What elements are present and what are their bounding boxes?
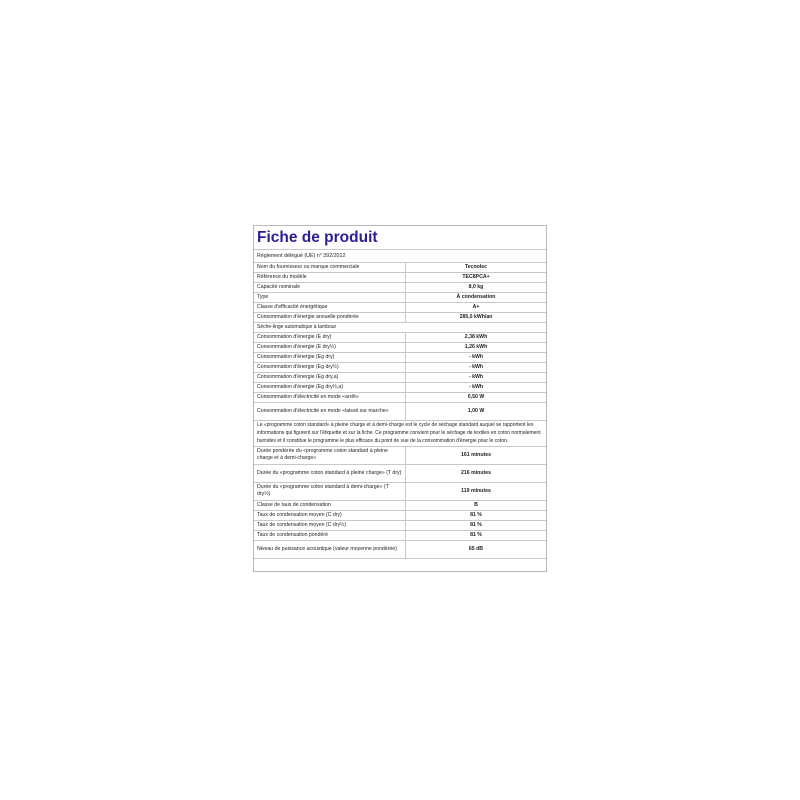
row-label: Durée pondérée du «programme coton standard à pleine charge et à demi-charge» [254, 446, 406, 464]
row-value: B [406, 500, 547, 510]
row-value: 8,0 kg [406, 283, 547, 293]
table-row [254, 293, 546, 303]
row-label: Taux de condensation moyen (C dry) [254, 510, 406, 520]
table-row [254, 403, 546, 421]
table-row [254, 363, 546, 373]
row-value: À condensation [406, 293, 547, 303]
table-row [254, 263, 546, 273]
row-label: Nom du fournisseur ou marque commerciale [254, 263, 406, 273]
table-row [254, 530, 546, 540]
row-value: 161 minutes [406, 446, 547, 464]
table-row [254, 500, 546, 510]
row-value: 1,00 W [406, 403, 547, 421]
row-value: TEC8PCA+ [406, 273, 547, 283]
row-value: 2,38 kWh [406, 333, 547, 343]
row-label: Consommation d'énergie (Eg dry) [254, 353, 406, 363]
row-label: Consommation d'énergie (E dry½) [254, 343, 406, 353]
table-row [254, 333, 546, 343]
row-label: Classe d'efficacité énergétique [254, 303, 406, 313]
row-label: Consommation d'électricité en mode «laissé sur marche» [254, 403, 406, 421]
row-label: Durée du «programme coton standard à pleine charge» (T dry) [254, 464, 406, 482]
table-row [254, 313, 546, 323]
row-value: 1,26 kWh [406, 343, 547, 353]
row-label: Référence du modèle [254, 273, 406, 283]
table-row [254, 446, 546, 464]
table-row [254, 540, 546, 558]
table-row [254, 482, 546, 500]
row-label: Consommation d'énergie (Eg dry½) [254, 363, 406, 373]
table-row [254, 464, 546, 482]
row-value: 0,50 W [406, 393, 547, 403]
table-row [254, 273, 546, 283]
row-value: - kWh [406, 373, 547, 383]
row-value: - kWh [406, 363, 547, 373]
section-note: Le «programme coton standard» à pleine charge et à demi-charge est le cycle de séchage standard auquel se rapportent les informations qui figurent sur l'étiquette et sur la fiche. Ce programme convient pour le séchage de textiles en coton normalement humides et il constitue le programme le plus efficace du point de vue de la consommation d'énergie pour le coton. [254, 421, 546, 447]
table-row [254, 393, 546, 403]
product-sheet [253, 225, 547, 572]
row-label: Niveau de puissance acoustique (valeur moyenne pondérée) [254, 540, 406, 558]
row-value: 216 minutes [406, 464, 547, 482]
row-label: Taux de condensation pondéré [254, 530, 406, 540]
row-label: Type [254, 293, 406, 303]
row-value: Tecnolec [406, 263, 547, 273]
row-label: Consommation d'énergie annuelle pondérée [254, 313, 406, 323]
table-row [254, 383, 546, 393]
table-row [254, 303, 546, 313]
row-value: 81 % [406, 510, 547, 520]
row-value: 119 minutes [406, 482, 547, 500]
row-value: - kWh [406, 383, 547, 393]
table-row [254, 353, 546, 363]
row-label: Classe de taux de condensation [254, 500, 406, 510]
page-title: Fiche de produit [254, 226, 546, 250]
section-note: Sèche-linge automatique à tambour [254, 323, 546, 333]
table-row [254, 323, 546, 333]
table-row [254, 343, 546, 353]
regulation-reference: Règlement délégué (UE) n° 392/2012 [254, 250, 546, 263]
row-label: Consommation d'énergie (Eg dry,a) [254, 373, 406, 383]
row-value: 81 % [406, 520, 547, 530]
row-value: 81 % [406, 530, 547, 540]
row-value: 65 dB [406, 540, 547, 558]
row-value: - kWh [406, 353, 547, 363]
table-row [254, 510, 546, 520]
row-label: Taux de condensation moyen (C dry½) [254, 520, 406, 530]
table-row [254, 421, 546, 447]
product-data-table [254, 263, 546, 559]
row-label: Consommation d'énergie (Eg dry½,a) [254, 383, 406, 393]
table-row [254, 520, 546, 530]
row-label: Capacité nominale [254, 283, 406, 293]
row-label: Consommation d'énergie (E dry) [254, 333, 406, 343]
row-value: 285,0 kWh/an [406, 313, 547, 323]
row-label: Consommation d'électricité en mode «arrêt» [254, 393, 406, 403]
row-value: A+ [406, 303, 547, 313]
table-row [254, 373, 546, 383]
row-label: Durée du «programme coton standard à demi-charge» (T dry½) [254, 482, 406, 500]
table-row [254, 283, 546, 293]
